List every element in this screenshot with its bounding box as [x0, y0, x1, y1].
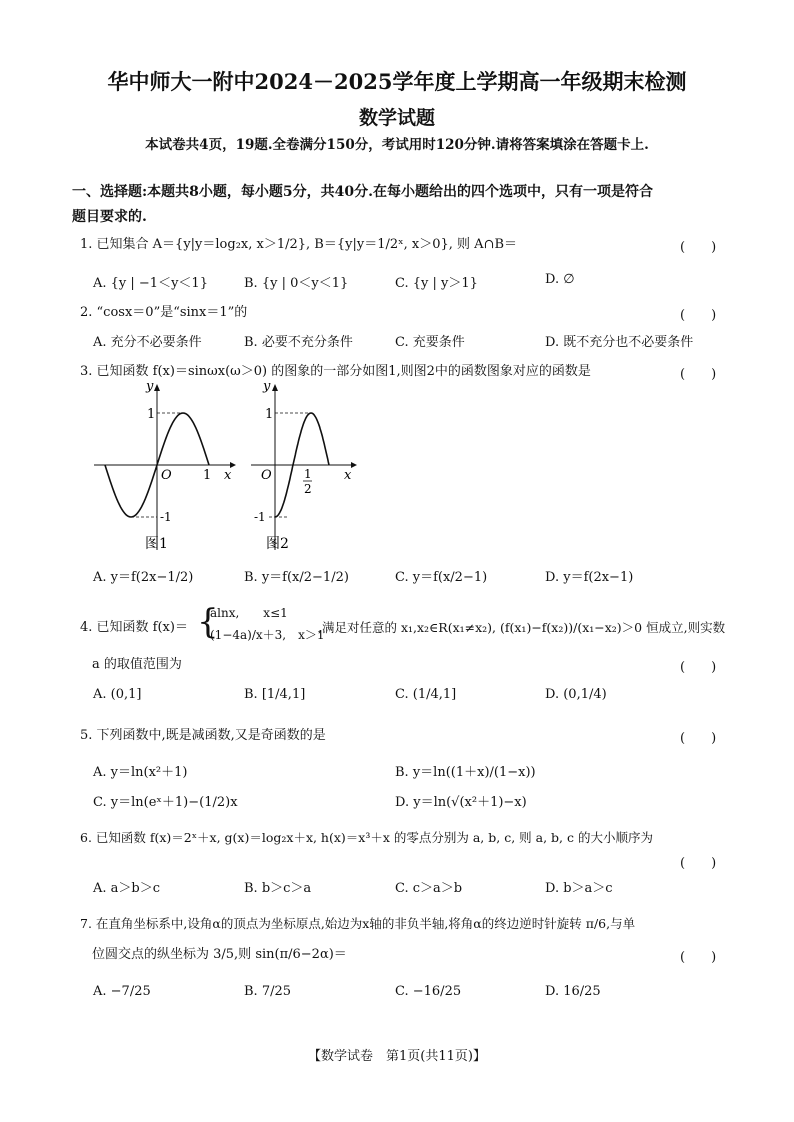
q3-option-c[interactable]: C. y＝f(x/2−1)	[395, 570, 488, 585]
q3-option-b[interactable]: B. y＝f(x/2−1/2)	[244, 570, 349, 585]
q5-option-a[interactable]: A. y＝ln(x²＋1)	[93, 765, 188, 780]
q7-option-a[interactable]: A. −7/25	[93, 984, 151, 999]
q7-option-d[interactable]: D. 16/25	[545, 984, 601, 999]
q6-option-d[interactable]: D. b＞a＞c	[545, 881, 613, 896]
section-heading: 一、选择题:本题共8小题，每小题5分，共40分.在每小题给出的四个选项中，只有一项是符合	[72, 184, 654, 200]
fig1-tick-x: 1	[203, 468, 212, 483]
exam-title: 华中师大一附中2024－2025学年度上学期高一年级期末检测	[107, 69, 687, 94]
section-heading-cont: 题目要求的.	[72, 209, 147, 225]
q3-option-d[interactable]: D. y＝f(2x−1)	[545, 570, 634, 585]
page-footer: 【数学试卷 第1页(共11页)】	[308, 1049, 486, 1064]
q4-stem-condition: ,满足对任意的 x₁,x₂∈R(x₁≠x₂), (f(x₁)−f(x₂))/(x₁−x₂)＞0 恒成立,则实数	[318, 620, 726, 635]
q7-stem-line2: 位圆交点的纵坐标为 3/5,则 sin(π/6−2α)＝	[92, 947, 347, 962]
q6-option-a[interactable]: A. a＞b＞c	[93, 881, 161, 896]
fig2-tick-x-num: 1	[304, 467, 312, 481]
q2-answer-paren[interactable]: ( )	[680, 308, 717, 323]
fig1-tick-y-top: 1	[147, 407, 156, 422]
fig1-origin: O	[161, 468, 172, 483]
q6-option-c[interactable]: C. c＞a＞b	[395, 881, 463, 896]
fig2-caption: 图2	[266, 536, 289, 552]
fig2-tick-y-bottom: -1	[254, 510, 266, 524]
q6-stem: 6. 已知函数 f(x)＝2ˣ＋x, g(x)＝log₂x＋x, h(x)＝x³＋x 的零点分别为 a, b, c, 则 a, b, c 的大小顺序为	[80, 830, 653, 845]
q1-answer-paren[interactable]: ( )	[680, 240, 717, 255]
fig2-x-label: x	[344, 468, 352, 483]
q1-option-c[interactable]: C. {y | y＞1}	[395, 276, 478, 291]
q2-option-d[interactable]: D. 既不充分也不必要条件	[545, 335, 694, 350]
q5-stem: 5. 下列函数中,既是减函数,又是奇函数的是	[80, 728, 326, 743]
fig1-x-label: x	[224, 468, 232, 483]
q5-option-c[interactable]: C. y＝ln(eˣ＋1)−(1/2)x	[93, 795, 238, 810]
q1-option-d[interactable]: D. ∅	[545, 272, 575, 287]
q5-option-b[interactable]: B. y＝ln((1＋x)/(1−x))	[395, 765, 536, 780]
q7-stem-line1: 7. 在直角坐标系中,设角α的顶点为坐标原点,始边为x轴的非负半轴,将角α的终边逆时针旋转 π/6,与单	[80, 916, 636, 931]
q4-option-a[interactable]: A. (0,1]	[93, 687, 142, 702]
q2-option-c[interactable]: C. 充要条件	[395, 335, 465, 350]
q5-answer-paren[interactable]: ( )	[680, 731, 717, 746]
q4-stem-start: 4. 已知函数 f(x)＝	[80, 620, 188, 635]
q4-piece-2: (1−4a)/x＋3, x＞1	[210, 628, 325, 642]
q1-option-a[interactable]: A. {y | −1＜y＜1}	[93, 276, 208, 291]
q1-option-b[interactable]: B. {y | 0＜y＜1}	[244, 276, 349, 291]
q5-option-d[interactable]: D. y＝ln(√(x²＋1)−x)	[395, 795, 527, 810]
q4-stem-end: a 的取值范围为	[92, 657, 182, 672]
fig1-caption: 图1	[145, 536, 168, 552]
exam-instructions: 本试卷共4页，19题.全卷满分150分，考试用时120分钟.请将答案填涂在答题卡上.	[145, 137, 649, 153]
figure-1	[88, 378, 238, 553]
q4-brace: {	[197, 602, 219, 642]
exam-subtitle: 数学试题	[358, 107, 435, 129]
fig1-tick-y-bottom: -1	[160, 510, 172, 524]
q3-stem: 3. 已知函数 f(x)＝sinωx(ω＞0) 的图象的一部分如图1,则图2中的函数图象对应的函数是	[80, 364, 591, 379]
q2-option-a[interactable]: A. 充分不必要条件	[93, 335, 202, 350]
fig2-tick-y-top: 1	[265, 407, 274, 422]
q2-stem: 2. “cosx＝0”是“sinx＝1”的	[80, 305, 248, 320]
q2-option-b[interactable]: B. 必要不充分条件	[244, 335, 353, 350]
q1-stem: 1. 已知集合 A＝{y|y＝log₂x, x＞1/2}, B＝{y|y＝1/2ˣ, x＞0}, 则 A∩B＝	[80, 237, 517, 252]
q7-option-b[interactable]: B. 7/25	[244, 984, 292, 999]
q3-option-a[interactable]: A. y＝f(2x−1/2)	[93, 570, 194, 585]
fig2-origin: O	[261, 468, 272, 483]
q7-option-c[interactable]: C. −16/25	[395, 984, 462, 999]
q6-option-b[interactable]: B. b＞c＞a	[244, 881, 312, 896]
q4-answer-paren[interactable]: ( )	[680, 660, 717, 675]
q4-option-c[interactable]: C. (1/4,1]	[395, 687, 457, 702]
figure-2	[245, 378, 360, 553]
fig2-tick-x-den: 2	[304, 482, 312, 496]
q6-answer-paren[interactable]: ( )	[680, 856, 717, 871]
q7-answer-paren[interactable]: ( )	[680, 950, 717, 965]
q3-answer-paren[interactable]: ( )	[680, 367, 717, 382]
q4-option-d[interactable]: D. (0,1/4)	[545, 687, 607, 702]
q4-option-b[interactable]: B. [1/4,1]	[244, 687, 306, 702]
fig2-y-label: y	[263, 379, 271, 394]
fig1-y-label: y	[146, 379, 154, 394]
q4-piece-1: alnx, x≤1	[210, 606, 288, 620]
